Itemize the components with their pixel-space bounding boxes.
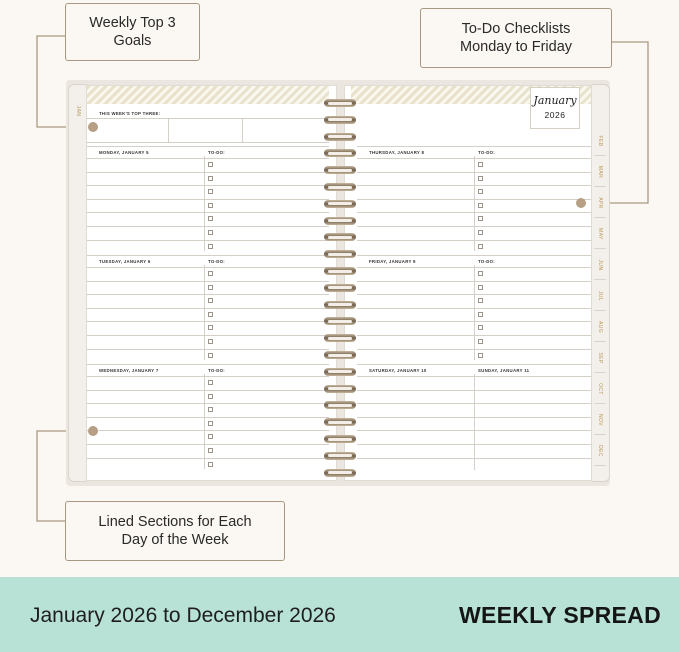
todo-label-wednesday: TO-DO: <box>208 368 225 373</box>
spiral-ring-hole <box>328 236 352 239</box>
todo-checkbox <box>208 380 213 385</box>
todo-checkbox <box>478 339 483 344</box>
spiral-ring <box>324 149 356 157</box>
spiral-ring-hole <box>328 270 352 273</box>
day-top-rule-wednesday <box>87 364 329 365</box>
writing-line <box>87 281 329 282</box>
callout-lined-sections: Lined Sections for Each Day of the Week <box>65 501 285 561</box>
writing-line <box>357 185 591 186</box>
writing-line <box>357 212 591 213</box>
writing-line <box>357 390 591 391</box>
spiral-ring-hole <box>328 337 352 340</box>
spiral-ring-hole <box>328 370 352 373</box>
day-top-rule-thursday <box>357 146 591 147</box>
todo-checkbox <box>478 312 483 317</box>
footer-title: WEEKLY SPREAD <box>458 602 661 628</box>
dot-lined <box>88 426 98 436</box>
writing-line <box>87 376 329 377</box>
writing-line <box>357 349 591 350</box>
todo-checkbox <box>208 448 213 453</box>
top-three-heading: THIS WEEK'S TOP THREE: <box>99 111 161 116</box>
spiral-ring <box>324 284 356 292</box>
month-tab-nov[interactable]: NOV <box>597 413 603 427</box>
month-tab-mar[interactable]: MAR <box>597 165 603 179</box>
todo-label-thursday: TO-DO: <box>478 150 495 155</box>
day-heading-tuesday: TUESDAY, JANUARY 6 <box>99 259 151 264</box>
spiral-ring <box>324 133 356 141</box>
todo-checkbox <box>478 176 483 181</box>
month-tab-separator <box>594 155 606 156</box>
spiral-ring <box>324 116 356 124</box>
todo-checkbox <box>478 285 483 290</box>
spiral-ring <box>324 401 356 409</box>
todo-divider-thursday <box>474 156 475 251</box>
spiral-ring-hole <box>328 118 352 121</box>
todo-checkbox <box>478 244 483 249</box>
spiral-ring-hole <box>328 169 352 172</box>
writing-line <box>87 158 329 159</box>
left-page-header-stripe <box>87 86 329 104</box>
writing-line <box>357 226 591 227</box>
month-tab-apr[interactable]: APR <box>597 197 603 209</box>
spiral-ring-hole <box>328 303 352 306</box>
todo-divider-wednesday <box>204 374 205 469</box>
writing-line <box>357 172 591 173</box>
month-tab-oct[interactable]: OCT <box>597 383 603 395</box>
spiral-ring-hole <box>328 354 352 357</box>
writing-line <box>87 212 329 213</box>
month-tab-jan[interactable]: JAN <box>75 105 81 117</box>
month-tab-dec[interactable]: DEC <box>597 445 603 457</box>
top-three-divider-1 <box>168 118 169 142</box>
writing-line <box>357 267 591 268</box>
writing-line <box>357 458 591 459</box>
spiral-ring <box>324 233 356 241</box>
todo-checkbox <box>208 421 213 426</box>
spiral-ring <box>324 99 356 107</box>
spiral-ring-hole <box>328 102 352 105</box>
callout-weekly-top-goals: Weekly Top 3 Goals <box>65 3 200 61</box>
spiral-ring-hole <box>328 454 352 457</box>
writing-line <box>87 199 329 200</box>
month-tab-sep[interactable]: SEP <box>597 352 603 364</box>
todo-checkbox <box>478 325 483 330</box>
todo-checkbox <box>478 271 483 276</box>
todo-checkbox <box>478 162 483 167</box>
spiral-ring-hole <box>328 186 352 189</box>
month-tab-separator <box>594 186 606 187</box>
writing-line <box>87 267 329 268</box>
dot-top-goals <box>88 122 98 132</box>
top-three-top-rule <box>87 118 329 119</box>
todo-checkbox <box>478 298 483 303</box>
writing-line <box>357 403 591 404</box>
writing-line <box>87 403 329 404</box>
spiral-ring-hole <box>328 471 352 474</box>
writing-line <box>87 321 329 322</box>
month-tab-may[interactable]: MAY <box>597 228 603 240</box>
month-tab-jun[interactable]: JUN <box>597 259 603 271</box>
todo-checkbox <box>208 285 213 290</box>
spiral-ring <box>324 183 356 191</box>
day-top-rule-monday <box>87 146 329 147</box>
todo-checkbox <box>478 216 483 221</box>
writing-line <box>357 444 591 445</box>
todo-checkbox <box>478 353 483 358</box>
spiral-ring <box>324 418 356 426</box>
callout-todo-checklists: To-Do Checklists Monday to Friday <box>420 8 612 68</box>
spiral-ring-hole <box>328 202 352 205</box>
month-tab-separator <box>594 403 606 404</box>
todo-checkbox <box>208 434 213 439</box>
spiral-ring <box>324 334 356 342</box>
todo-checkbox <box>208 162 213 167</box>
todo-checkbox <box>208 312 213 317</box>
writing-line <box>357 199 591 200</box>
day-top-rule-tuesday <box>87 255 329 256</box>
month-tab-separator <box>594 310 606 311</box>
writing-line <box>87 417 329 418</box>
writing-line <box>87 308 329 309</box>
spiral-ring <box>324 385 356 393</box>
todo-checkbox <box>208 394 213 399</box>
todo-checkbox <box>208 339 213 344</box>
footer-banner <box>0 577 679 652</box>
spiral-ring-hole <box>328 438 352 441</box>
todo-divider-friday <box>474 265 475 360</box>
writing-line <box>357 308 591 309</box>
todo-label-tuesday: TO-DO: <box>208 259 225 264</box>
writing-line <box>87 240 329 241</box>
spiral-ring <box>324 217 356 225</box>
writing-line <box>87 430 329 431</box>
spiral-ring-hole <box>328 253 352 256</box>
day-heading-sunday: SUNDAY, JANUARY 11 <box>478 368 530 373</box>
day-top-rule-weekend <box>357 364 591 365</box>
day-heading-friday: FRIDAY, JANUARY 9 <box>369 259 416 264</box>
spiral-ring-hole <box>328 320 352 323</box>
writing-line <box>357 430 591 431</box>
todo-checkbox <box>478 203 483 208</box>
spiral-ring-hole <box>328 404 352 407</box>
month-tab-separator <box>594 217 606 218</box>
todo-checkbox <box>208 298 213 303</box>
todo-divider-tuesday <box>204 265 205 360</box>
todo-checkbox <box>478 230 483 235</box>
todo-checkbox <box>208 462 213 467</box>
month-tab-separator <box>594 434 606 435</box>
month-tab-separator <box>594 341 606 342</box>
todo-label-monday: TO-DO: <box>208 150 225 155</box>
writing-line <box>87 335 329 336</box>
todo-checkbox <box>208 176 213 181</box>
writing-line <box>357 281 591 282</box>
writing-line <box>357 335 591 336</box>
writing-line <box>87 185 329 186</box>
writing-line <box>87 294 329 295</box>
spiral-ring <box>324 317 356 325</box>
writing-line <box>87 458 329 459</box>
todo-checkbox <box>208 271 213 276</box>
writing-line <box>357 294 591 295</box>
weekend-divider <box>474 374 475 470</box>
writing-line <box>87 226 329 227</box>
month-tab-separator <box>594 372 606 373</box>
day-heading-monday: MONDAY, JANUARY 5 <box>99 150 149 155</box>
writing-line <box>87 444 329 445</box>
spiral-ring <box>324 368 356 376</box>
writing-line <box>357 158 591 159</box>
spiral-ring <box>324 435 356 443</box>
spiral-ring-hole <box>328 152 352 155</box>
todo-checkbox <box>208 325 213 330</box>
top-three-bottom-rule <box>87 142 329 143</box>
day-heading-thursday: THURSDAY, JANUARY 8 <box>369 150 425 155</box>
spiral-ring <box>324 267 356 275</box>
spiral-ring-hole <box>328 219 352 222</box>
writing-line <box>357 321 591 322</box>
todo-checkbox <box>208 244 213 249</box>
day-heading-wednesday: WEDNESDAY, JANUARY 7 <box>99 368 159 373</box>
dot-todo <box>576 198 586 208</box>
todo-divider-monday <box>204 156 205 251</box>
month-tab-separator <box>594 279 606 280</box>
writing-line <box>357 240 591 241</box>
writing-line <box>357 417 591 418</box>
flag-month: January <box>533 94 577 107</box>
day-heading-saturday: SATURDAY, JANUARY 10 <box>369 368 427 373</box>
flag-year: 2026 <box>544 110 566 120</box>
spiral-ring <box>324 301 356 309</box>
footer-date-range: January 2026 to December 2026 <box>30 604 336 627</box>
top-three-divider-2 <box>242 118 243 142</box>
month-flag <box>530 87 580 129</box>
todo-checkbox <box>208 203 213 208</box>
todo-checkbox <box>208 407 213 412</box>
todo-checkbox <box>478 189 483 194</box>
month-tab-separator <box>594 248 606 249</box>
todo-checkbox <box>208 353 213 358</box>
spiral-ring-hole <box>328 387 352 390</box>
spiral-ring <box>324 250 356 258</box>
spiral-ring <box>324 452 356 460</box>
spiral-ring-hole <box>328 286 352 289</box>
todo-label-friday: TO-DO: <box>478 259 495 264</box>
writing-line <box>87 390 329 391</box>
writing-line <box>357 376 591 377</box>
spiral-ring-hole <box>328 421 352 424</box>
spiral-ring <box>324 469 356 477</box>
spiral-ring <box>324 166 356 174</box>
todo-checkbox <box>208 189 213 194</box>
month-tab-feb[interactable]: FEB <box>597 135 603 147</box>
writing-line <box>87 172 329 173</box>
day-top-rule-friday <box>357 255 591 256</box>
month-tab-aug[interactable]: AUG <box>597 320 603 334</box>
month-tab-separator <box>594 465 606 466</box>
right-page <box>344 85 592 481</box>
todo-checkbox <box>208 216 213 221</box>
todo-checkbox <box>208 230 213 235</box>
spiral-ring <box>324 351 356 359</box>
writing-line <box>87 349 329 350</box>
spiral-ring <box>324 200 356 208</box>
month-tab-jul[interactable]: JUL <box>597 290 603 302</box>
spiral-ring-hole <box>328 135 352 138</box>
